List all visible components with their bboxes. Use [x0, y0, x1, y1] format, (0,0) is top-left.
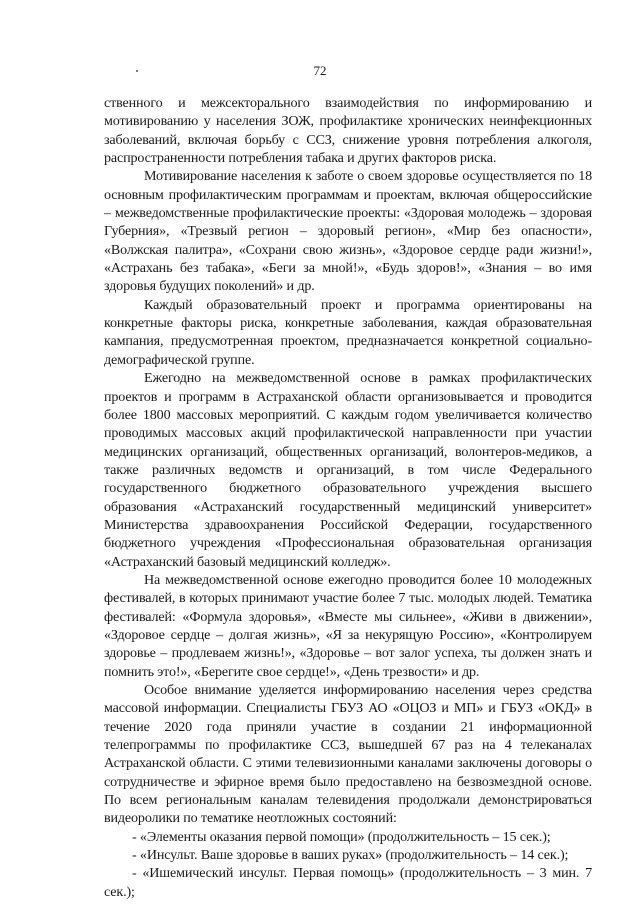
paragraph-mass-media: Особое внимание уделяется информированию населения через средства массовой информации. Специалисты ГБУЗ АО «ОЦОЗ и МП» и ГБУЗ «ОКД» в течение 2020 года приняли участие в создании 21 информационной телепрограммы по профилактике ССЗ, вышедшей 67 раз на 4 телеканалах Астраханской области. С этими телевизионными каналами заключены договоры о сотрудничестве и эфирное время было предоставлено на безвозмездной основе. По всем региональным каналам телевидения продолжали демонстрироваться видеоролики по тематике неотложных состояний: — [104, 682, 592, 827]
page-number: 72 — [313, 63, 327, 78]
list-item: - «Инсульт. Ваше здоровье в ваших руках» (продолжительность – 14 сек.); — [132, 847, 569, 864]
paragraph-educational-projects: Каждый образовательный проект и программа ориентированы на конкретные факторы риска, конкретные заболевания, каждая образовательная кампания, предусмотренная проектом, предназначается конкретной социально-демографической группе. — [104, 296, 592, 368]
paragraph-youth-festivals: На межведомственной основе ежегодно проводится более 10 молодежных фестивалей, в которых принимают участие более 7 тыс. молодых людей. Тематика фестивалей: «Формула здоровья», «Вместе мы сильнее», «Живи в движении», «Здоровое сердце – долгая жизнь», «Я за некурящую Россию», «Контролируем здоровье – продлеваем жизнь!», «Здоровье – вот залог успеха, ты должен знать и помнить это!», «Берегите свое сердце!», «День трезвости» и др. — [104, 571, 592, 680]
list-item: - «Элементы оказания первой помощи» (продолжительность – 15 сек.); — [132, 828, 551, 845]
paragraph-motivation-programs: Мотивирование населения к заботе о своем здоровье осуществляется по 18 основным профилактическим программам и проектам, включая общероссийские – межведомственные профилактические проекты: «Здоровая молодежь – здоровая Губерния», «Трезвый регион – здоровый регион», «Мир без опасности», «Волжская палитра», «Сохрани свою жизнь», «Здоровое сердце ради жизни!», «Астрахань без табака», «Беги за мной!», «Будь здоров!», «Знания – во имя здоровья будущих поколений» и др. — [104, 168, 592, 295]
paragraph-continuation: ственного и межсекторального взаимодействия по информированию и мотивированию у населения ЗОЖ, профилактике хронических неинфекционных заболеваний, включая борьбу с ССЗ, снижение уровня потребления алкоголя, распространенности потребления табака и других факторов риска. — [104, 95, 592, 167]
document-body — [104, 94, 592, 901]
list-item: - «Ишемический инсульт. Первая помощь» (продолжительность – 3 мин. 7 сек.); — [104, 865, 592, 900]
paragraph-mass-events: Ежегодно на межведомственной основе в рамках профилактических проектов и программ в Астраханской области организовывается и проводится более 1800 массовых мероприятий. С каждым годом увеличивается количество проводимых массовых акций профилактической направленности при участии медицинских организаций, общественных организаций, волонтеров-медиков, а также различных ведомств и организаций, в том числе Федерального государственного бюджетного образовательного учреждения высшего образования «Астраханский государственный медицинский университет» Министерства здравоохранения Российской Федерации, государственного бюджетного учреждения «Профессиональная образовательная организация «Астраханский базовый медицинский колледж». — [104, 370, 592, 570]
scan-speck — [136, 70, 138, 72]
